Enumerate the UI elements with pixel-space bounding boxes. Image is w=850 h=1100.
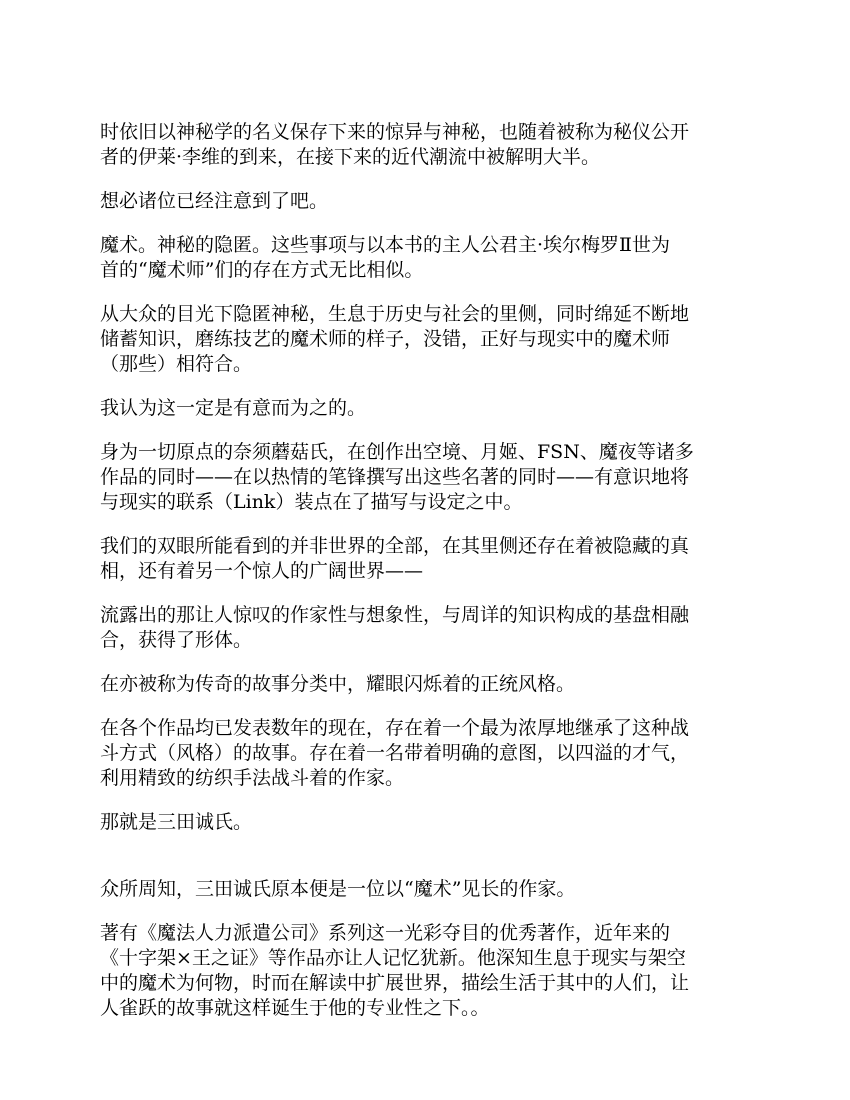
text-line: 《十字架×王之证》等作品亦让人记忆犹新。他深知生息于现实与架空 (100, 947, 686, 969)
paragraph-6 (100, 440, 750, 515)
text-line: 那就是三田诚氏。 (100, 811, 253, 833)
paragraph-7 (100, 534, 750, 584)
text-line: 从大众的目光下隐匿神秘，生息于历史与社会的里侧，同时绵延不断地 (100, 303, 690, 325)
text-line: 身为一切原点的奈须蘑菇氏，在创作出空境、月姬、FSN、魔夜等诸多 (100, 441, 694, 463)
text-line: 魔术。神秘的隐匿。这些事项与以本书的主人公君主·埃尔梅罗Ⅱ世为 (100, 234, 670, 256)
text-line: 作品的同时——在以热情的笔锋撰写出这些名著的同时——有意识地将 (100, 466, 690, 488)
paragraph-5 (100, 396, 750, 421)
text-line: 合，获得了形体。 (100, 629, 253, 651)
paragraph-12 (100, 877, 750, 902)
text-line: 我认为这一定是有意而为之的。 (100, 397, 367, 419)
text-line: 中的魔术为何物，时而在解读中扩展世界，描绘生活于其中的人们，让 (100, 972, 690, 994)
text-line: 流露出的那让人惊叹的作家性与想象性，与周详的知识构成的基盘相融 (100, 604, 690, 626)
paragraph-8 (100, 603, 750, 653)
text-line: （那些）相符合。 (100, 353, 253, 375)
paragraph-10 (100, 716, 750, 791)
text-line: 著有《魔法人力派遣公司》系列这一光彩夺目的优秀著作，近年来的 (100, 922, 671, 944)
text-line: 者的伊莱·李维的到来，在接下来的近代潮流中被解明大半。 (100, 146, 601, 168)
text-line: 在亦被称为传奇的故事分类中，耀眼闪烁着的正统风格。 (100, 673, 576, 695)
paragraph-9 (100, 672, 750, 697)
paragraph-11 (100, 810, 750, 835)
text-line: 利用精致的纺织手法战斗着的作家。 (100, 767, 405, 789)
section-break (100, 854, 750, 877)
text-line: 时依旧以神秘学的名义保存下来的惊异与神秘，也随着被称为秘仪公开 (100, 121, 690, 143)
text-line: 储蓄知识，磨练技艺的魔术师的样子，没错，正好与现实中的魔术师 (100, 328, 671, 350)
text-line: 与现实的联系（Link）装点在了描写与设定之中。 (100, 491, 523, 513)
text-line: 在各个作品均已发表数年的现在，存在着一个最为浓厚地继承了这种战 (100, 717, 690, 739)
text-line: 人雀跃的故事就这样诞生于他的专业性之下。。 (100, 997, 490, 1019)
paragraph-2 (100, 189, 750, 214)
paragraph-4 (100, 302, 750, 377)
text-line: 斗方式（风格）的故事。存在着一名带着明确的意图，以四溢的才气， (100, 742, 690, 764)
paragraph-1 (100, 120, 750, 170)
document-body (100, 120, 750, 1040)
text-line: 我们的双眼所能看到的并非世界的全部，在其里侧还存在着被隐藏的真 (100, 535, 690, 557)
paragraph-3 (100, 233, 750, 283)
text-line: 众所周知，三田诚氏原本便是一位以“魔术”见长的作家。 (100, 878, 576, 900)
paragraph-13 (100, 921, 750, 1021)
text-line: 想必诸位已经注意到了吧。 (100, 190, 329, 212)
text-line: 首的“魔术师”们的存在方式无比相似。 (100, 259, 424, 281)
text-line: 相，还有着另一个惊人的广阔世界—— (100, 560, 424, 582)
